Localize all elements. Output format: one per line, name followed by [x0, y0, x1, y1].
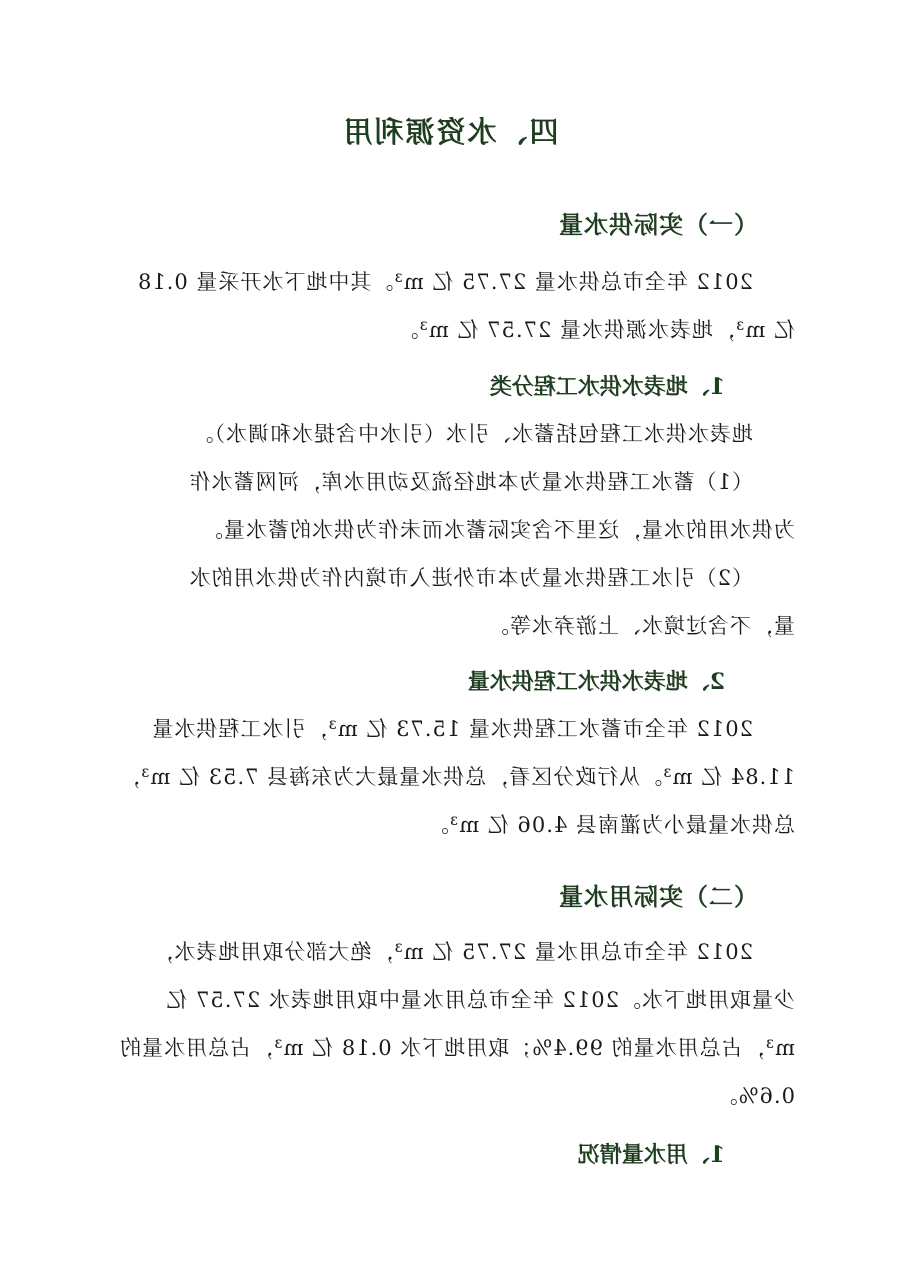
subsection-heading-supply-volume: 2、地表水供水工程供水量	[467, 669, 725, 695]
text-line: 量，不含过境水、上游弃水等。	[487, 614, 795, 638]
text-line: 2012 年全市蓄水工程供水量 15.73 亿 m³，引水工程供水量	[151, 717, 753, 741]
section-heading-usage: （二）实际用水量	[558, 882, 758, 911]
text-line: 2012 年全市总用水量 27.75 亿 m³，绝大部分取用地表水，	[151, 940, 753, 964]
paragraph-classification	[105, 410, 795, 650]
text-line: 0.6%。	[715, 1084, 795, 1108]
text-line: 11.84 亿 m³。从行政分区看，总供水量最大为东海县 7.53 亿 m³，	[118, 765, 795, 789]
paragraph-usage	[105, 928, 795, 1120]
text-line: 少量取用地下水。2012 年全市总用水量中取用地表水 27.57 亿	[165, 988, 795, 1012]
text-line: 总供水量最小为灌南县 4.06 亿 m³。	[426, 813, 795, 837]
text-line: 亿 m³，地表水源供水量 27.57 亿 m³。	[396, 318, 795, 342]
subsection-heading-usage-status: 1、用水量情况	[577, 1142, 725, 1168]
section-heading-supply: （一）实际供水量	[558, 210, 758, 239]
text-line: （2）引水工程供水量为本市外进入市境内作为供水用的水	[188, 566, 753, 590]
paragraph-supply-total	[105, 258, 795, 354]
text-line: m³，占总用水量的 99.4%；取用地下水 0.18 亿 m³，占总用水量的	[119, 1036, 795, 1060]
text-line: 为供水用的水量，这里不含实际蓄水而未作为供水的蓄水量。	[201, 518, 795, 542]
paragraph-supply-volume	[105, 705, 795, 849]
text-line: 2012 年全市总供水量 27.75 亿 m³。其中地下水开采量 0.18	[136, 270, 753, 294]
subsection-heading-classification: 1、地表水供水工程分类	[489, 374, 725, 400]
page-title: 四、水资源利用	[341, 115, 559, 149]
text-line: 地表水供水工程包括蓄水、引水（引水中含提水和调水）。	[191, 422, 753, 446]
text-line: （1）蓄水工程供水量为本地径流及动用水库，河网蓄水作	[188, 470, 753, 494]
